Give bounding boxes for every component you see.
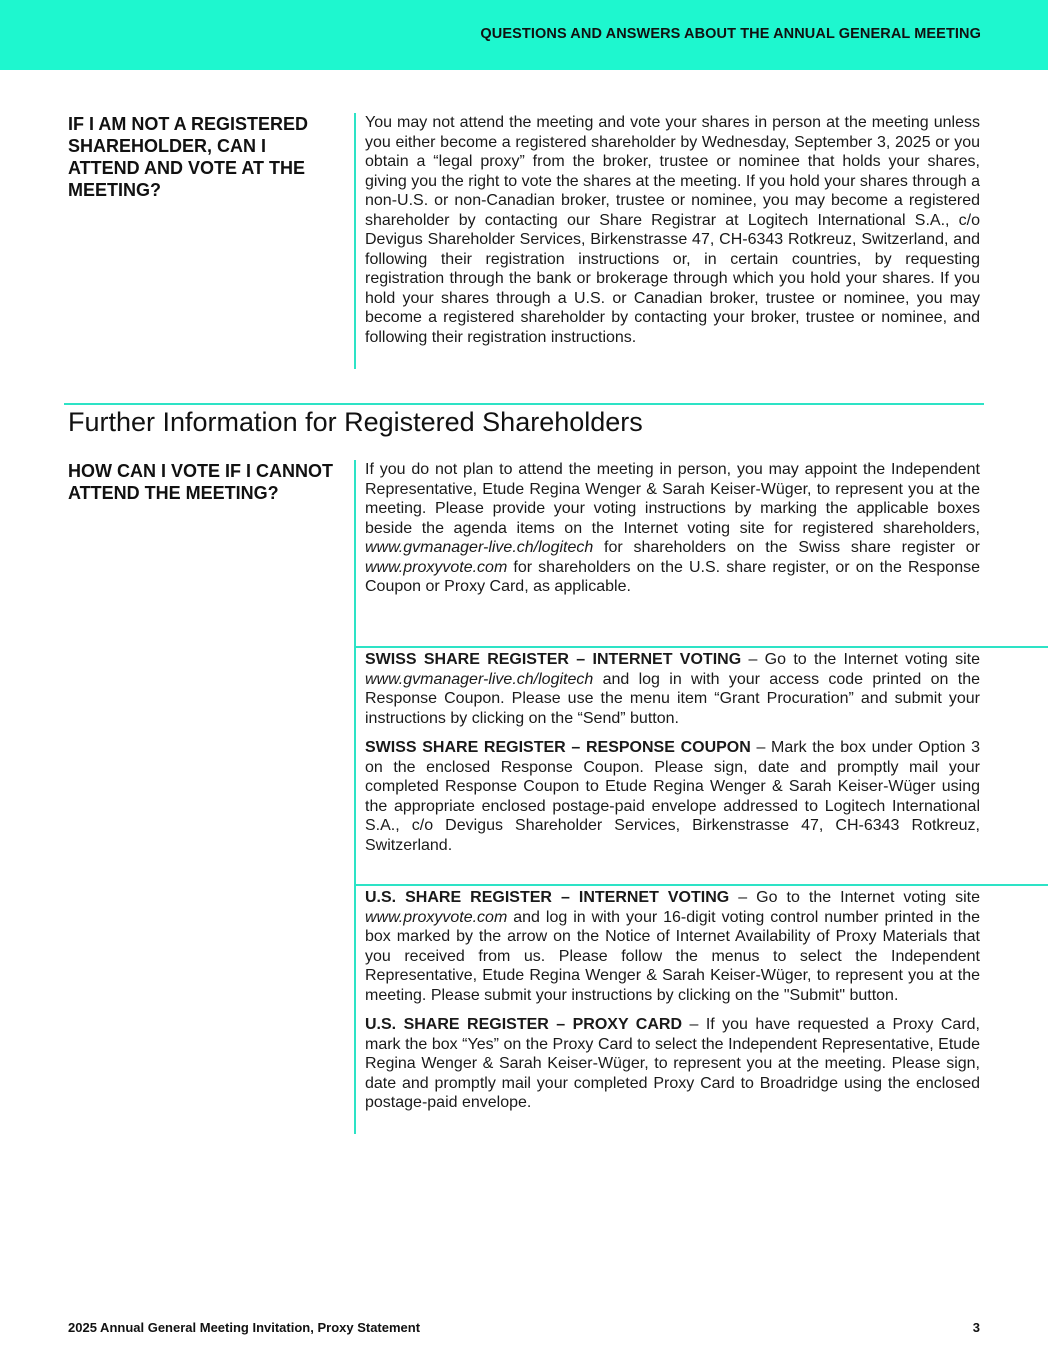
swiss-internet-text-2: and log in with your access code printed on the Response Coupon. Please use the menu item “Grant Procuration” and submit your instructions by clicking on the “Send” button. — [365, 670, 980, 727]
proxyvote-link[interactable]: www.proxyvote.com — [365, 908, 508, 926]
gvmanager-link[interactable]: www.gvmanager-live.ch/logitech — [365, 670, 594, 688]
proxyvote-link[interactable]: www.proxyvote.com — [365, 558, 508, 576]
answer-swiss-register — [354, 648, 980, 884]
swiss-coupon-heading: SWISS SHARE REGISTER – RESPONSE COUPON — [365, 739, 751, 756]
answer-us-register — [354, 886, 980, 1134]
us-internet-text-1: – Go to the Internet voting site — [729, 889, 981, 906]
intro-text-1: If you do not plan to attend the meeting in person, you may appoint the Independent Representative, Etude Regina Wenger & Sarah Keiser-Wüger, to represent you at the meeting. Please provide your voting instructions by marking the applicable boxes beside the agenda items on the Internet voting site for registered shareholders, — [365, 461, 980, 537]
header-bar — [0, 0, 1048, 70]
intro-text-2: for shareholders on the Swiss share register or — [593, 539, 980, 556]
section-title: Further Information for Registered Shareholders — [68, 407, 643, 437]
us-internet-text-2: and log in with your 16-digit voting control number printed in the box marked by the arrow on the Notice of Internet Availability of Proxy Materials that you received from us. Please follow the menus to select the Independent Representative, Etude Regina Wenger & Sarah Keiser-Wüger, to represent you at the meeting. Please submit your instructions by clicking on the "Submit" button. — [365, 908, 980, 1004]
us-proxy-heading: U.S. SHARE REGISTER – PROXY CARD — [365, 1016, 683, 1033]
us-proxy-text: – If you have requested a Proxy Card, mark the box “Yes” on the Proxy Card to select the Independent Representative, Etude Regina Wenger & Sarah Keiser-Wüger, to represent you at the meeting. Please sign, date and promptly mail your completed Proxy Card to Broadridge using the enclosed postage-paid envelope. — [365, 1016, 980, 1111]
answer-text: You may not attend the meeting and vote your shares in person at the meeting unless you either become a registered shareholder by Wednesday, September 3, 2025 or you obtain a “legal proxy” from the broker, trustee or nominee that holds your shares, giving you the right to vote the shares at the meeting. If you hold your shares through a non-U.S. or non-Canadian broker, trustee or nominee, you may become a registered shareholder by contacting our Share Registrar at Logitech International S.A., c/o Devigus Shareholder Services, Birkenstrasse 47, CH-6343 Rotkreuz, Switzerland, and following their registration instructions or, in certain countries, by requesting registration through the bank or brokerage through which you hold your shares. If you hold your shares through a U.S. or Canadian broker, trustee or nominee, you may become a registered shareholder by contacting your broker, trustee or nominee, and following their registration instructions. — [365, 114, 980, 346]
us-internet-heading: U.S. SHARE REGISTER – INTERNET VOTING — [365, 889, 730, 906]
gvmanager-link[interactable]: www.gvmanager-live.ch/logitech — [365, 539, 594, 556]
swiss-internet-voting — [365, 650, 980, 728]
header-title: QUESTIONS AND ANSWERS ABOUT THE ANNUAL GENERAL MEETING — [480, 26, 981, 42]
question-heading: IF I AM NOT A REGISTERED SHAREHOLDER, CAN I ATTEND AND VOTE AT THE MEETING? — [68, 114, 309, 200]
answer-intro — [354, 460, 980, 646]
question-heading: HOW CAN I VOTE IF I CANNOT ATTEND THE MEETING? — [68, 461, 333, 503]
swiss-coupon-text: – Mark the box under Option 3 on the enclosed Response Coupon. Please sign, date and promptly mail your completed Response Coupon to Etude Regina Wenger & Sarah Keiser-Wüger using the appropriate enclosed postage-paid envelope addressed to Logitech International S.A., c/o Devigus Shareholder Services, Birkenstrasse 47, CH-6343 Rotkreuz, Switzerland. — [365, 739, 980, 854]
us-internet-voting — [365, 888, 980, 1005]
swiss-internet-text-1: – Go to the Internet voting site — [741, 651, 981, 668]
page-number: 3 — [972, 1320, 980, 1335]
swiss-response-coupon — [365, 738, 980, 855]
answer-block — [354, 113, 980, 369]
footer-document-title: 2025 Annual General Meeting Invitation, Proxy Statement — [68, 1320, 421, 1335]
intro-text-3: for shareholders on the U.S. share register, or on the Response Coupon or Proxy Card, as applicable. — [365, 558, 980, 595]
swiss-internet-heading: SWISS SHARE REGISTER – INTERNET VOTING — [365, 651, 742, 668]
us-proxy-card — [365, 1015, 980, 1113]
